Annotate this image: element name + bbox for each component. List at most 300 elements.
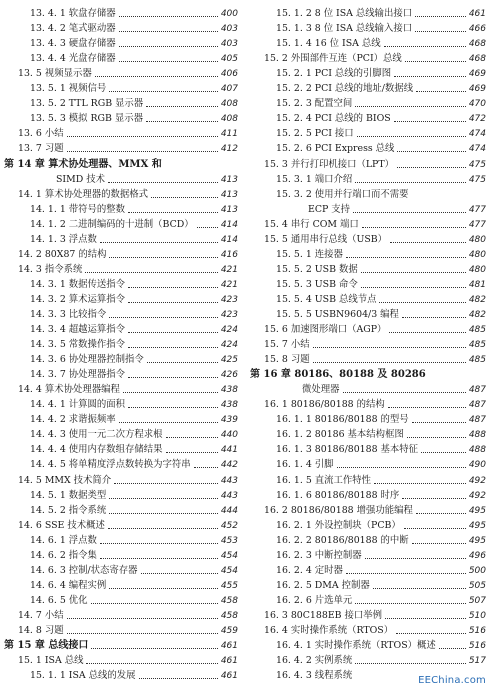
toc-entry-title: 15. 3. 1 端口介绍 [276, 173, 353, 185]
toc-dot-leader [396, 633, 466, 634]
toc-entry [4, 6, 238, 21]
toc-entry-title: 15. 4 串行 COM 端口 [264, 218, 359, 230]
toc-dot-leader [85, 272, 217, 273]
toc-page-number: 403 [220, 39, 238, 50]
toc-page-number: 487 [468, 415, 486, 426]
toc-entry-title: 14. 5. 2 指令系统 [30, 504, 107, 516]
toc-entry-title: 15. 1. 1 ISA 总线的发展 [30, 670, 136, 682]
toc-entry [250, 202, 486, 217]
toc-dot-leader [119, 16, 218, 17]
toc-entry [250, 187, 486, 202]
toc-entry-title: 14. 3. 4 超越运算指令 [30, 324, 126, 336]
toc-page-number: 492 [468, 475, 486, 486]
toc-entry [250, 427, 486, 442]
toc-dot-leader [394, 76, 466, 77]
toc-dot-leader [346, 257, 466, 258]
toc-page-number: 468 [468, 54, 486, 65]
toc-entry-title: 16. 2. 3 中断控制器 [276, 549, 362, 561]
toc-page-number: 496 [468, 550, 486, 561]
toc-entry [4, 503, 238, 518]
toc-dot-leader [128, 377, 218, 378]
toc-entry-title: 16. 2 80186/80188 增强功能编程 [264, 504, 413, 516]
toc-entry-title: 14. 4 算术协处理器编程 [18, 384, 120, 396]
toc-dot-leader [343, 392, 466, 393]
toc-page-number: 454 [220, 550, 238, 561]
toc-page-number: 495 [468, 535, 486, 546]
toc-entry-title: 第 15 章 总线接口 [4, 640, 89, 652]
toc-dot-leader [128, 347, 218, 348]
toc-dot-leader [402, 498, 466, 499]
toc-entry-title: 16. 2. 4 定时器 [276, 564, 343, 576]
toc-dot-leader [128, 332, 218, 333]
toc-page-number: 485 [468, 325, 486, 336]
toc-page-number: 414 [220, 234, 238, 245]
toc-page-number: 470 [468, 99, 486, 110]
toc-entry [250, 623, 486, 638]
toc-dot-leader [357, 136, 466, 137]
toc-page-number: 487 [468, 400, 486, 411]
toc-entry [4, 262, 238, 277]
toc-dot-leader [397, 151, 465, 152]
toc-dot-leader [147, 362, 218, 363]
toc-dot-leader [67, 618, 218, 619]
toc-page-number: 468 [468, 39, 486, 50]
toc-entry [250, 382, 486, 397]
toc-page-number: 461 [220, 641, 238, 652]
toc-dot-leader [123, 392, 218, 393]
toc-entry-title: 14. 1. 1 带符号的整数 [30, 203, 126, 215]
toc-entry [250, 412, 486, 427]
toc-dot-leader [388, 407, 466, 408]
toc-dot-leader [119, 422, 218, 423]
toc-entry-title: 14. 6 SSE 技术概述 [18, 519, 105, 531]
toc-entry [250, 593, 486, 608]
toc-dot-leader [313, 362, 466, 363]
toc-entry [4, 322, 238, 337]
toc-entry [4, 96, 238, 111]
toc-entry [250, 548, 486, 563]
toc-entry-title: 15. 2. 4 PCI 总线的 BIOS [276, 113, 391, 125]
toc-page-number: 516 [468, 625, 486, 636]
toc-entry [4, 472, 238, 487]
toc-entry-title: 16. 1. 1 80186/80188 的型号 [276, 414, 409, 426]
toc-page-number: 475 [468, 174, 486, 185]
toc-entry-title: 15. 1. 2 8 位 ISA 总线输出接口 [276, 8, 413, 20]
toc-page-number: 406 [220, 69, 238, 80]
toc-entry [4, 51, 238, 66]
toc-dot-leader [109, 91, 218, 92]
toc-entry [250, 442, 486, 457]
toc-dot-leader [416, 91, 466, 92]
toc-page-number: 454 [220, 565, 238, 576]
toc-left-column [4, 6, 238, 683]
toc-entry-title: 16. 4 实时操作系统（RTOS） [264, 624, 394, 636]
toc-entry-title: 14. 1 算术协处理器的数据格式 [18, 188, 148, 200]
toc-dot-leader [412, 543, 466, 544]
toc-entry [4, 457, 238, 472]
toc-page-number: 472 [468, 114, 486, 125]
toc-entry-title: 14. 3. 1 数据传送指令 [30, 278, 126, 290]
toc-page-number: 438 [220, 400, 238, 411]
toc-entry [250, 232, 486, 247]
toc-dot-leader [139, 678, 218, 679]
toc-entry [4, 21, 238, 36]
toc-entry [250, 563, 486, 578]
toc-entry-title: 15. 3. 2 使用并行端口而不需要 [276, 188, 409, 200]
toc-dot-leader [128, 287, 218, 288]
toc-entry [250, 488, 486, 503]
toc-page-number: 480 [468, 234, 486, 245]
toc-dot-leader [415, 16, 466, 17]
toc-dot-leader [91, 648, 217, 649]
toc-entry-title: 14. 4. 1 计算圆的面积 [30, 399, 126, 411]
toc-page-number: 482 [468, 294, 486, 305]
toc-entry [4, 548, 238, 563]
toc-dot-leader [389, 332, 465, 333]
toc-dot-leader [108, 182, 218, 183]
toc-entry-title: 14. 6. 5 优化 [30, 594, 88, 606]
toc-entry-title: 16. 2. 6 片选单元 [276, 594, 353, 606]
toc-dot-leader [100, 242, 218, 243]
toc-dot-leader [141, 573, 218, 574]
toc-entry [250, 457, 486, 472]
toc-entry [4, 36, 238, 51]
toc-dot-leader [128, 212, 218, 213]
toc-entry-title: 14. 6. 3 控制/状态寄存器 [30, 564, 138, 576]
toc-page-number: 423 [220, 294, 238, 305]
toc-dot-leader [355, 663, 466, 664]
toc-entry [4, 232, 238, 247]
toc-dot-leader [379, 302, 465, 303]
toc-entry-title: 14. 3. 2 算术运算指令 [30, 293, 126, 305]
toc-entry [4, 111, 238, 126]
toc-entry-title: 16. 1. 4 引脚 [276, 459, 334, 471]
toc-entry [4, 412, 238, 427]
toc-entry-title: 13. 5 视频显示器 [18, 68, 92, 80]
toc-dot-leader [407, 437, 466, 438]
toc-entry [250, 578, 486, 593]
toc-dot-leader [67, 633, 218, 634]
toc-entry-title: 14. 1. 2 二进制编码的十进制（BCD） [30, 218, 194, 230]
toc-dot-leader [416, 513, 466, 514]
toc-entry [250, 172, 486, 187]
toc-page-number: 481 [468, 279, 486, 290]
toc-page-number: 413 [220, 174, 238, 185]
toc-page-number: 492 [468, 490, 486, 501]
toc-page-number: 444 [220, 505, 238, 516]
toc-entry-title: 16. 1. 6 80186/80188 时序 [276, 489, 400, 501]
toc-dot-leader [337, 467, 466, 468]
toc-dot-leader [194, 467, 218, 468]
toc-entry-title: 15. 5. 1 连接器 [276, 248, 343, 260]
toc-dot-leader [109, 498, 218, 499]
toc-entry-title: 14. 6. 1 浮点数 [30, 534, 97, 546]
toc-entry-title: 14. 6. 2 指令集 [30, 549, 97, 561]
toc-page-number: 474 [468, 144, 486, 155]
toc-entry [250, 217, 486, 232]
toc-dot-leader [404, 528, 466, 529]
toc-dot-leader [384, 46, 466, 47]
toc-entry [4, 126, 238, 141]
toc-page-number: 452 [220, 520, 238, 531]
toc-page-number: 425 [220, 355, 238, 366]
toc-entry-title: 16. 4. 2 实例系统 [276, 655, 353, 667]
toc-entry-title: 15. 5. 2 USB 数据 [276, 263, 358, 275]
toc-dot-leader [67, 136, 218, 137]
toc-entry-title: 14. 3. 7 协处理器指令 [30, 369, 126, 381]
toc-page-number: 490 [468, 460, 486, 471]
toc-dot-leader [346, 573, 466, 574]
toc-entry [250, 21, 486, 36]
toc-entry [250, 111, 486, 126]
toc-entry [4, 382, 238, 397]
toc-dot-leader [146, 106, 218, 107]
toc-page-number: 426 [220, 370, 238, 381]
toc-entry-title: 13. 7 习题 [18, 143, 64, 155]
toc-entry-title: 14. 1. 3 浮点数 [30, 233, 97, 245]
toc-entry [4, 247, 238, 262]
toc-entry [250, 638, 486, 653]
toc-entry-title: 第 14 章 算术协处理器、MMX 和 [4, 158, 162, 170]
toc-dot-leader [151, 197, 218, 198]
toc-entry-title: 14. 4. 4 使用内存数组存储结果 [30, 444, 163, 456]
toc-page-number: 411 [220, 129, 238, 140]
toc-entry-title: 14. 6. 4 编程实例 [30, 579, 107, 591]
toc-page-number: 477 [468, 204, 486, 215]
toc-entry [250, 96, 486, 111]
toc-dot-leader [109, 588, 218, 589]
toc-page-number: 500 [468, 565, 486, 576]
toc-page-number: 424 [220, 340, 238, 351]
toc-entry-title: 14. 3. 6 协处理器控制指令 [30, 354, 144, 366]
toc-entry-title: 16. 1. 5 直流工作特性 [276, 474, 372, 486]
toc-entry [4, 623, 238, 638]
toc-entry-title: 14. 5. 1 数据类型 [30, 489, 107, 501]
toc-page-number: 482 [468, 309, 486, 320]
toc-entry [250, 51, 486, 66]
toc-page-number: 477 [468, 219, 486, 230]
toc-dot-leader [390, 242, 466, 243]
toc-dot-leader [91, 603, 218, 604]
toc-entry [4, 397, 238, 412]
toc-page-number: 485 [468, 340, 486, 351]
toc-dot-leader [402, 317, 466, 318]
toc-entry-title: 15. 2. 5 PCI 接口 [276, 128, 354, 140]
toc-entry [250, 141, 486, 156]
toc-dot-leader [100, 543, 218, 544]
toc-entry [250, 307, 486, 322]
toc-dot-leader [374, 483, 466, 484]
toc-page-number: 488 [468, 430, 486, 441]
toc-entry-title: 13. 4. 2 笔式驱动器 [30, 23, 116, 35]
toc-entry [4, 563, 238, 578]
toc-entry [250, 503, 486, 518]
toc-dot-leader [313, 347, 466, 348]
toc-entry [4, 518, 238, 533]
toc-page-number: 442 [220, 460, 238, 471]
toc-entry-title: 15. 5. 5 USBN9604/3 编程 [276, 308, 399, 320]
toc-dot-leader [109, 317, 218, 318]
toc-page-number: 443 [220, 490, 238, 501]
toc-entry-title: 14. 3 指令系统 [18, 263, 83, 275]
toc-entry-title: 14. 4. 2 求谐振频率 [30, 414, 116, 426]
toc-entry [4, 593, 238, 608]
toc-entry [4, 337, 238, 352]
toc-entry [4, 141, 238, 156]
toc-page-number: 461 [468, 9, 486, 20]
toc-dot-leader [119, 31, 218, 32]
toc-entry-title: 16. 2. 2 80186/80188 的中断 [276, 534, 409, 546]
toc-page-number: 480 [468, 249, 486, 260]
toc-dot-leader [355, 603, 466, 604]
toc-entry-title: 15. 5 通用串行总线（USB） [264, 233, 388, 245]
toc-dot-leader [166, 437, 218, 438]
toc-dot-leader [361, 272, 466, 273]
toc-entry-title: 16. 4. 3 线程系统 [276, 670, 353, 682]
toc-entry-title: 15. 2. 3 配置空间 [276, 98, 353, 110]
toc-dot-leader [394, 121, 466, 122]
toc-dot-leader [109, 257, 217, 258]
toc-entry [4, 533, 238, 548]
toc-entry [250, 518, 486, 533]
toc-entry [4, 352, 238, 367]
toc-entry-title: 14. 4. 5 将单精度浮点数转换为字符串 [30, 459, 191, 471]
toc-entry [250, 262, 486, 277]
toc-page-number: 458 [220, 610, 238, 621]
toc-entry [250, 156, 486, 171]
toc-entry-title: 14. 4. 3 使用一元二次方程求根 [30, 429, 163, 441]
toc-entry-title: 15. 2. 2 PCI 总线的地址/数据线 [276, 83, 414, 95]
toc-page-number: 475 [468, 159, 486, 170]
toc-page-number: 421 [220, 264, 238, 275]
toc-entry [4, 653, 238, 668]
toc-entry [4, 488, 238, 503]
toc-entry [4, 217, 238, 232]
toc-entry [4, 367, 238, 382]
toc-page-number: 441 [220, 445, 238, 456]
toc-entry-title: 15. 1. 4 16 位 ISA 总线 [276, 38, 381, 50]
toc-dot-leader [385, 618, 466, 619]
toc-entry [250, 322, 486, 337]
toc-page-number: 413 [220, 204, 238, 215]
toc-page-number: 421 [220, 279, 238, 290]
toc-page-number: 474 [468, 129, 486, 140]
toc-entry-title: 14. 2 80X87 的结构 [18, 248, 107, 260]
toc-entry-title: 14. 3. 3 比较指令 [30, 308, 107, 320]
toc-entry-title: 15. 2. 6 PCI Express 总线 [276, 143, 395, 155]
toc-dot-leader [397, 167, 466, 168]
watermark-logo: EEChina.com [418, 675, 486, 686]
toc-dot-leader [128, 407, 218, 408]
toc-page-number: 423 [220, 309, 238, 320]
toc-page-number: 510 [468, 610, 486, 621]
toc-page-number: 487 [468, 385, 486, 396]
toc-page-number: 438 [220, 385, 238, 396]
toc-page-number: 469 [468, 84, 486, 95]
toc-entry-title: 15. 2. 1 PCI 总线的引脚图 [276, 68, 392, 80]
toc-entry-title: 15. 5. 3 USB 命令 [276, 278, 358, 290]
toc-dot-leader [421, 452, 466, 453]
toc-entry [4, 187, 238, 202]
toc-entry [4, 307, 238, 322]
toc-page-number: 405 [220, 54, 238, 65]
toc-dot-leader [128, 302, 218, 303]
toc-entry [4, 427, 238, 442]
toc-chapter-heading [250, 367, 486, 382]
toc-entry-title: 15. 5. 4 USB 总线节点 [276, 293, 377, 305]
toc-entry [4, 608, 238, 623]
toc-page-number: 408 [220, 114, 238, 125]
toc-page-number: 453 [220, 535, 238, 546]
toc-dot-leader [415, 31, 466, 32]
toc-entry-title: 14. 3. 5 常数操作指令 [30, 339, 126, 351]
toc-entry-title: 13. 5. 1 视频信号 [30, 83, 107, 95]
toc-dot-leader [119, 61, 218, 62]
toc-page-number: 414 [220, 219, 238, 230]
toc-dot-leader [86, 663, 217, 664]
toc-entry [250, 81, 486, 96]
toc-entry-title: 第 16 章 80186、80188 及 80286 [250, 369, 426, 381]
toc-entry-title: 16. 1 80186/80188 的结构 [264, 399, 385, 411]
toc-page-number: 458 [220, 595, 238, 606]
toc-entry-title: SIMD 技术 [56, 173, 105, 185]
toc-entry [250, 608, 486, 623]
toc-chapter-heading [4, 638, 238, 653]
toc-page-number: 443 [220, 475, 238, 486]
toc-dot-leader [95, 76, 218, 77]
toc-page-number: 416 [220, 249, 238, 260]
toc-page-number: 459 [220, 625, 238, 636]
toc-chapter-heading [4, 156, 238, 171]
toc-dot-leader [439, 648, 466, 649]
toc-entry [250, 247, 486, 262]
toc-page-number: 517 [468, 656, 486, 667]
toc-dot-leader [146, 121, 218, 122]
toc-dot-leader [361, 287, 466, 288]
toc-entry [250, 397, 486, 412]
toc-page-number: 495 [468, 520, 486, 531]
toc-entry-title: 微处理器 [302, 384, 340, 396]
toc-dot-leader [355, 106, 466, 107]
toc-dot-leader [166, 452, 218, 453]
toc-entry-title: 16. 1. 3 80186/80188 基本特征 [276, 444, 419, 456]
toc-dot-leader [355, 182, 466, 183]
toc-entry-title: 16. 3 80C188EB 接口举例 [264, 609, 383, 621]
toc-entry-title: 15. 3 并行打印机接口（LPT） [264, 158, 394, 170]
toc-page-number: 461 [220, 656, 238, 667]
toc-page-number: 495 [468, 505, 486, 516]
toc-entry-title: 14. 7 小结 [18, 609, 64, 621]
toc-page-number: 461 [220, 671, 238, 682]
toc-entry-title: 16. 4. 1 实时操作系统（RTOS）概述 [276, 640, 436, 652]
toc-page-number: 413 [220, 189, 238, 200]
toc-page-number: 480 [468, 264, 486, 275]
toc-entry [4, 172, 238, 187]
toc-entry-title: 13. 5. 3 模拟 RGB 显示器 [30, 113, 144, 125]
toc-page-number: 403 [220, 24, 238, 35]
toc-entry-title: 13. 5. 2 TTL RGB 显示器 [30, 98, 144, 110]
toc-page-number: 505 [468, 580, 486, 591]
toc-entry [4, 292, 238, 307]
toc-dot-leader [114, 483, 218, 484]
toc-page-number: 424 [220, 325, 238, 336]
toc-entry-title: 15. 7 小结 [264, 339, 310, 351]
toc-right-column [250, 6, 486, 683]
toc-entry [4, 442, 238, 457]
toc-dot-leader [405, 61, 466, 62]
toc-entry-title: 15. 8 习题 [264, 354, 310, 366]
toc-entry-title: 14. 5 MMX 技术简介 [18, 474, 112, 486]
